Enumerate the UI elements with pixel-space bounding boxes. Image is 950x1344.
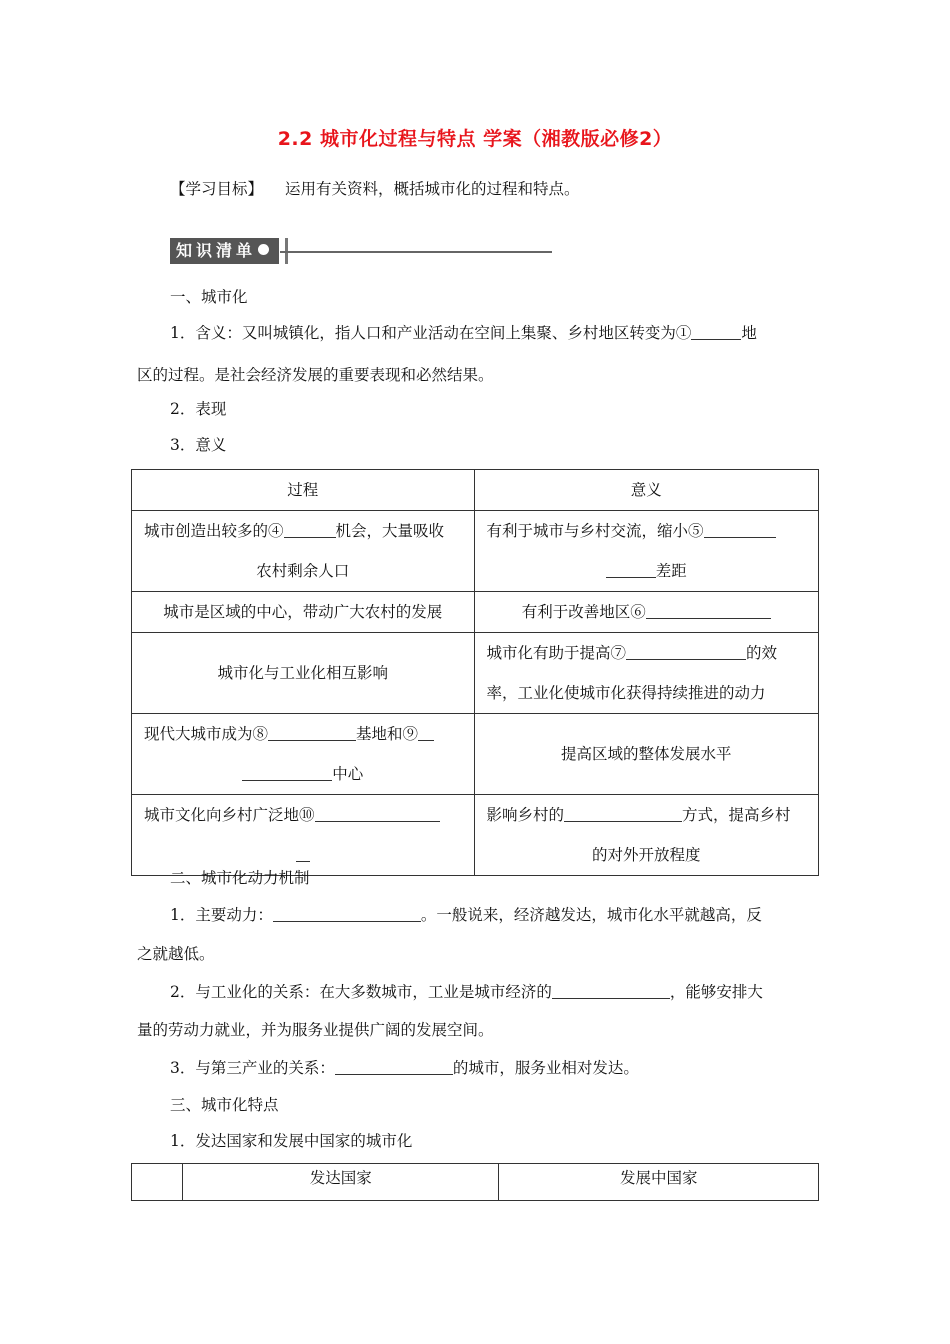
s2-p2 bbox=[170, 973, 820, 1011]
section-3-heading: 三、城市化特点 bbox=[170, 1096, 279, 1114]
s1-p1-tail: 地 bbox=[741, 324, 757, 342]
cell-text: 的对外开放程度 bbox=[591, 846, 701, 864]
cell-text: 差距 bbox=[655, 562, 687, 580]
fill-blank-1[interactable] bbox=[691, 323, 741, 340]
s1-p1-cont: 区的过程。是社会经济发展的重要表现和必然结果。 bbox=[137, 366, 494, 384]
s1-p1 bbox=[170, 314, 820, 352]
table-cell bbox=[132, 511, 475, 592]
fill-blank-driver[interactable] bbox=[273, 905, 421, 922]
s2-p1-cont: 之就越低。 bbox=[137, 945, 215, 963]
table-cell: 提高区域的整体发展水平 bbox=[474, 714, 819, 795]
table-row bbox=[132, 633, 819, 714]
cell-text: 方式，提高乡村 bbox=[682, 806, 791, 824]
fill-blank-6[interactable] bbox=[646, 602, 771, 619]
s1-p3: 3．意义 bbox=[170, 436, 227, 454]
cell-text: 率，工业化使城市化获得持续推进的动力 bbox=[486, 684, 766, 702]
table-header: 过程 bbox=[132, 470, 475, 511]
s3-p1: 1．发达国家和发展中国家的城市化 bbox=[170, 1132, 413, 1150]
table-cell bbox=[474, 633, 819, 714]
table-cell bbox=[474, 592, 819, 633]
fill-blank-5[interactable] bbox=[704, 521, 776, 538]
cell-text: 现代大城市成为⑧ bbox=[144, 725, 269, 743]
cell-text: 有利于改善地区⑥ bbox=[521, 603, 646, 621]
s2-p2-cont: 量的劳动力就业，并为服务业提供广阔的发展空间。 bbox=[137, 1021, 494, 1039]
table-cell bbox=[474, 511, 819, 592]
dot-icon bbox=[258, 244, 269, 255]
cell-text: 的效 bbox=[746, 644, 778, 662]
fill-blank-7[interactable] bbox=[626, 643, 746, 660]
table-cell: 城市是区域的中心，带动广大农村的发展 bbox=[132, 592, 475, 633]
cell-text: 城市文化向乡村广泛地⑩ bbox=[144, 806, 315, 824]
cell-text: 中心 bbox=[332, 765, 364, 783]
section-1-heading: 一、城市化 bbox=[170, 288, 248, 306]
s1-p1-text: 1．含义：又叫城镇化，指人口和产业活动在空间上集聚、乡村地区转变为① bbox=[170, 324, 692, 342]
s2-p2-tail: ，能够安排大 bbox=[669, 983, 763, 1001]
fill-blank-industry[interactable] bbox=[552, 982, 670, 999]
s2-p1-text: 1．主要动力： bbox=[170, 906, 273, 924]
knowledge-badge bbox=[170, 238, 285, 264]
s2-p3 bbox=[170, 1049, 820, 1087]
cell-text: 影响乡村的 bbox=[486, 806, 565, 824]
cell-text: 有利于城市与乡村交流，缩小⑤ bbox=[486, 522, 704, 540]
fill-blank-8[interactable] bbox=[268, 724, 356, 741]
s2-p3-tail: 的城市，服务业相对发达。 bbox=[452, 1059, 639, 1077]
s2-p3-text: 3．与第三产业的关系： bbox=[170, 1059, 335, 1077]
fill-blank-tertiary[interactable] bbox=[335, 1058, 453, 1075]
cell-text: 基地和⑨ bbox=[356, 725, 419, 743]
section-banner bbox=[170, 238, 552, 266]
table-header-row bbox=[132, 1164, 819, 1201]
table-header bbox=[132, 1164, 183, 1201]
knowledge-badge-label: 知识清单 bbox=[176, 241, 257, 260]
comparison-table bbox=[131, 1163, 819, 1201]
cell-text: 机会，大量吸收 bbox=[335, 522, 445, 540]
table-header: 发达国家 bbox=[182, 1164, 499, 1201]
cell-text: 城市化有助于提高⑦ bbox=[486, 644, 627, 662]
learning-goal-tag: 【学习目标】 bbox=[170, 180, 264, 198]
significance-table bbox=[131, 469, 819, 876]
table-row bbox=[132, 592, 819, 633]
fill-blank-4[interactable] bbox=[284, 521, 336, 538]
section-2-heading: 二、城市化动力机制 bbox=[170, 869, 310, 887]
learning-goal-text: 运用有关资料，概括城市化的过程和特点。 bbox=[285, 180, 580, 198]
cell-text: 农村剩余人口 bbox=[256, 562, 350, 580]
s1-p2: 2．表现 bbox=[170, 400, 227, 418]
table-row bbox=[132, 714, 819, 795]
table-header-row bbox=[132, 470, 819, 511]
table-cell bbox=[132, 714, 475, 795]
table-row bbox=[132, 511, 819, 592]
s2-p1-tail: 。一般说来，经济越发达，城市化水平就越高，反 bbox=[420, 906, 762, 924]
table-cell: 城市化与工业化相互影响 bbox=[132, 633, 475, 714]
fill-blank-10[interactable] bbox=[315, 805, 440, 822]
learning-goal bbox=[170, 177, 580, 199]
fill-blank-9[interactable] bbox=[418, 724, 434, 741]
page-title: 2.2 城市化过程与特点 学案（湘教版必修2） bbox=[277, 128, 673, 150]
table-header: 发展中国家 bbox=[499, 1164, 819, 1201]
fill-blank-5-cont[interactable] bbox=[606, 561, 656, 578]
fill-blank-lifestyle[interactable] bbox=[564, 805, 682, 822]
cell-text: 城市创造出较多的④ bbox=[144, 522, 284, 540]
banner-rule bbox=[280, 251, 552, 253]
s2-p2-text: 2．与工业化的关系：在大多数城市，工业是城市经济的 bbox=[170, 983, 552, 1001]
s2-p1 bbox=[170, 896, 820, 934]
table-header: 意义 bbox=[474, 470, 819, 511]
fill-blank-9-cont[interactable] bbox=[242, 764, 332, 781]
